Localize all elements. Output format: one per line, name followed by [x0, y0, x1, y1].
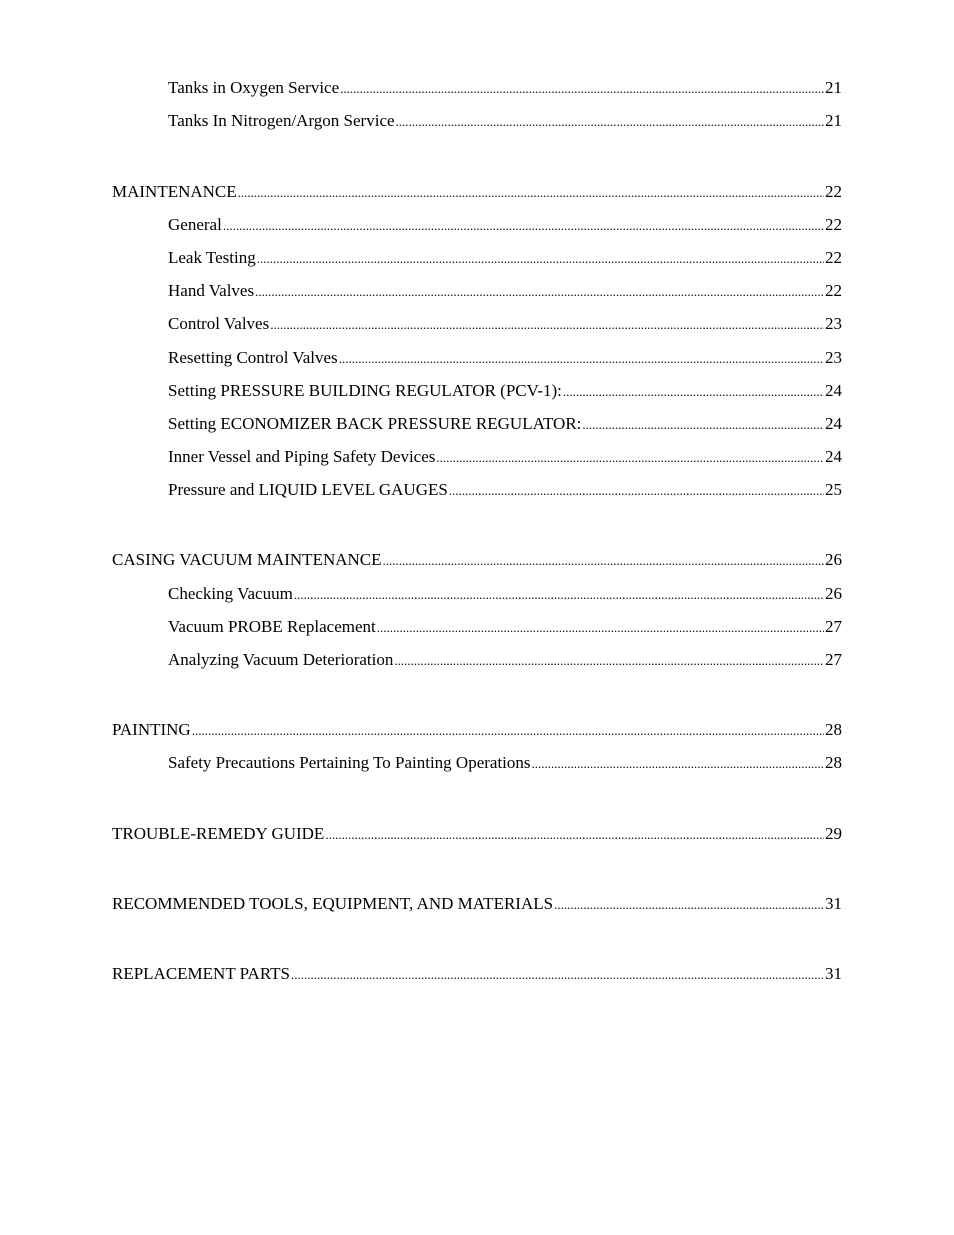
- toc-entry-analyzing-vacuum-deterioration[interactable]: [168, 649, 842, 671]
- toc-entry-setting-pressure-building-regulator[interactable]: [168, 380, 842, 402]
- toc-entry-pressure-liquid-level-gauges[interactable]: [168, 479, 842, 501]
- toc-entry-title: RECOMMENDED TOOLS, EQUIPMENT, AND MATERIALS: [112, 894, 554, 913]
- dot-leader: [255, 281, 824, 303]
- dot-leader: [340, 78, 824, 100]
- dot-leader: [449, 480, 824, 502]
- dot-leader: [554, 894, 824, 916]
- dot-leader: [396, 111, 824, 133]
- toc-entry-page-number: 29: [825, 824, 842, 843]
- toc-entry-title: Hand Valves: [168, 281, 255, 300]
- dot-leader: [532, 753, 824, 775]
- toc-entry-page-number: 26: [825, 550, 842, 569]
- toc-entry-title: Tanks In Nitrogen/Argon Service: [168, 111, 395, 130]
- dot-leader: [563, 381, 824, 403]
- toc-entry-page-number: 26: [825, 584, 842, 603]
- dot-leader: [192, 720, 824, 742]
- toc-entry-title: TROUBLE-REMEDY GUIDE: [112, 824, 325, 843]
- dot-leader: [339, 348, 824, 370]
- toc-entry-page-number: 22: [825, 215, 842, 234]
- toc-entry-title: Inner Vessel and Piping Safety Devices: [168, 447, 436, 466]
- toc-entry-page-number: 21: [825, 78, 842, 97]
- toc-entry-setting-economizer-back-pressure-regulator[interactable]: [168, 413, 842, 435]
- toc-entry-page-number: 21: [825, 111, 842, 130]
- dot-leader: [377, 617, 824, 639]
- toc-entry-page-number: 28: [825, 720, 842, 739]
- dot-leader: [291, 964, 824, 986]
- toc-entry-tanks-oxygen-service[interactable]: [168, 77, 842, 99]
- dot-leader: [582, 414, 824, 436]
- toc-entry-title: Control Valves: [168, 314, 270, 333]
- toc-entry-page-number: 24: [825, 447, 842, 466]
- toc-entry-page-number: 25: [825, 480, 842, 499]
- toc-entry-page-number: 22: [825, 281, 842, 300]
- toc-entry-title: MAINTENANCE: [112, 182, 237, 201]
- toc-entry-trouble-remedy-guide[interactable]: [112, 823, 842, 845]
- toc-entry-recommended-tools[interactable]: [112, 893, 842, 915]
- toc-entry-page-number: 27: [825, 617, 842, 636]
- toc-entry-replacement-parts[interactable]: [112, 963, 842, 985]
- toc-entry-title: Tanks in Oxygen Service: [168, 78, 340, 97]
- toc-entry-page-number: 31: [825, 894, 842, 913]
- dot-leader: [294, 584, 824, 606]
- dot-leader: [436, 447, 824, 469]
- toc-entry-tanks-nitrogen-argon-service[interactable]: [168, 110, 842, 132]
- dot-leader: [325, 824, 824, 846]
- toc-entry-title: Setting ECONOMIZER BACK PRESSURE REGULATOR:: [168, 414, 582, 433]
- toc-entry-title: General: [168, 215, 222, 234]
- toc-entry-page-number: 22: [825, 248, 842, 267]
- dot-leader: [394, 650, 824, 672]
- toc-entry-title: Checking Vacuum: [168, 584, 293, 603]
- dot-leader: [270, 314, 824, 336]
- toc-entry-page-number: 22: [825, 182, 842, 201]
- toc-entry-maintenance[interactable]: [112, 181, 842, 203]
- toc-entry-general[interactable]: [168, 214, 842, 236]
- toc-entry-page-number: 24: [825, 414, 842, 433]
- toc-entry-title: Resetting Control Valves: [168, 348, 338, 367]
- toc-entry-title: Vacuum PROBE Replacement: [168, 617, 376, 636]
- toc-entry-painting[interactable]: [112, 719, 842, 741]
- toc-entry-title: Safety Precautions Pertaining To Painting Operations: [168, 753, 531, 772]
- toc-entry-title: Analyzing Vacuum Deterioration: [168, 650, 394, 669]
- toc-entry-leak-testing[interactable]: [168, 247, 842, 269]
- toc-entry-casing-vacuum-maintenance[interactable]: [112, 549, 842, 571]
- toc-entry-title: CASING VACUUM MAINTENANCE: [112, 550, 382, 569]
- toc-entry-vacuum-probe-replacement[interactable]: [168, 616, 842, 638]
- toc-entry-safety-precautions-painting[interactable]: [168, 752, 842, 774]
- toc-entry-page-number: 23: [825, 314, 842, 333]
- toc-entry-title: PAINTING: [112, 720, 191, 739]
- toc-entry-hand-valves[interactable]: [168, 280, 842, 302]
- toc-entry-page-number: 31: [825, 964, 842, 983]
- dot-leader: [383, 550, 824, 572]
- toc-entry-page-number: 24: [825, 381, 842, 400]
- dot-leader: [223, 215, 824, 237]
- dot-leader: [238, 182, 824, 204]
- toc-entry-control-valves[interactable]: [168, 313, 842, 335]
- toc-entry-page-number: 27: [825, 650, 842, 669]
- toc-entry-resetting-control-valves[interactable]: [168, 347, 842, 369]
- toc-entry-title: Leak Testing: [168, 248, 256, 267]
- toc-entry-title: REPLACEMENT PARTS: [112, 964, 290, 983]
- dot-leader: [257, 248, 824, 270]
- toc-entry-inner-vessel-piping-safety-devices[interactable]: [168, 446, 842, 468]
- toc-entry-title: Pressure and LIQUID LEVEL GAUGES: [168, 480, 448, 499]
- toc-entry-checking-vacuum[interactable]: [168, 583, 842, 605]
- toc-entry-title: Setting PRESSURE BUILDING REGULATOR (PCV-1):: [168, 381, 562, 400]
- toc-entry-page-number: 28: [825, 753, 842, 772]
- toc-entry-page-number: 23: [825, 348, 842, 367]
